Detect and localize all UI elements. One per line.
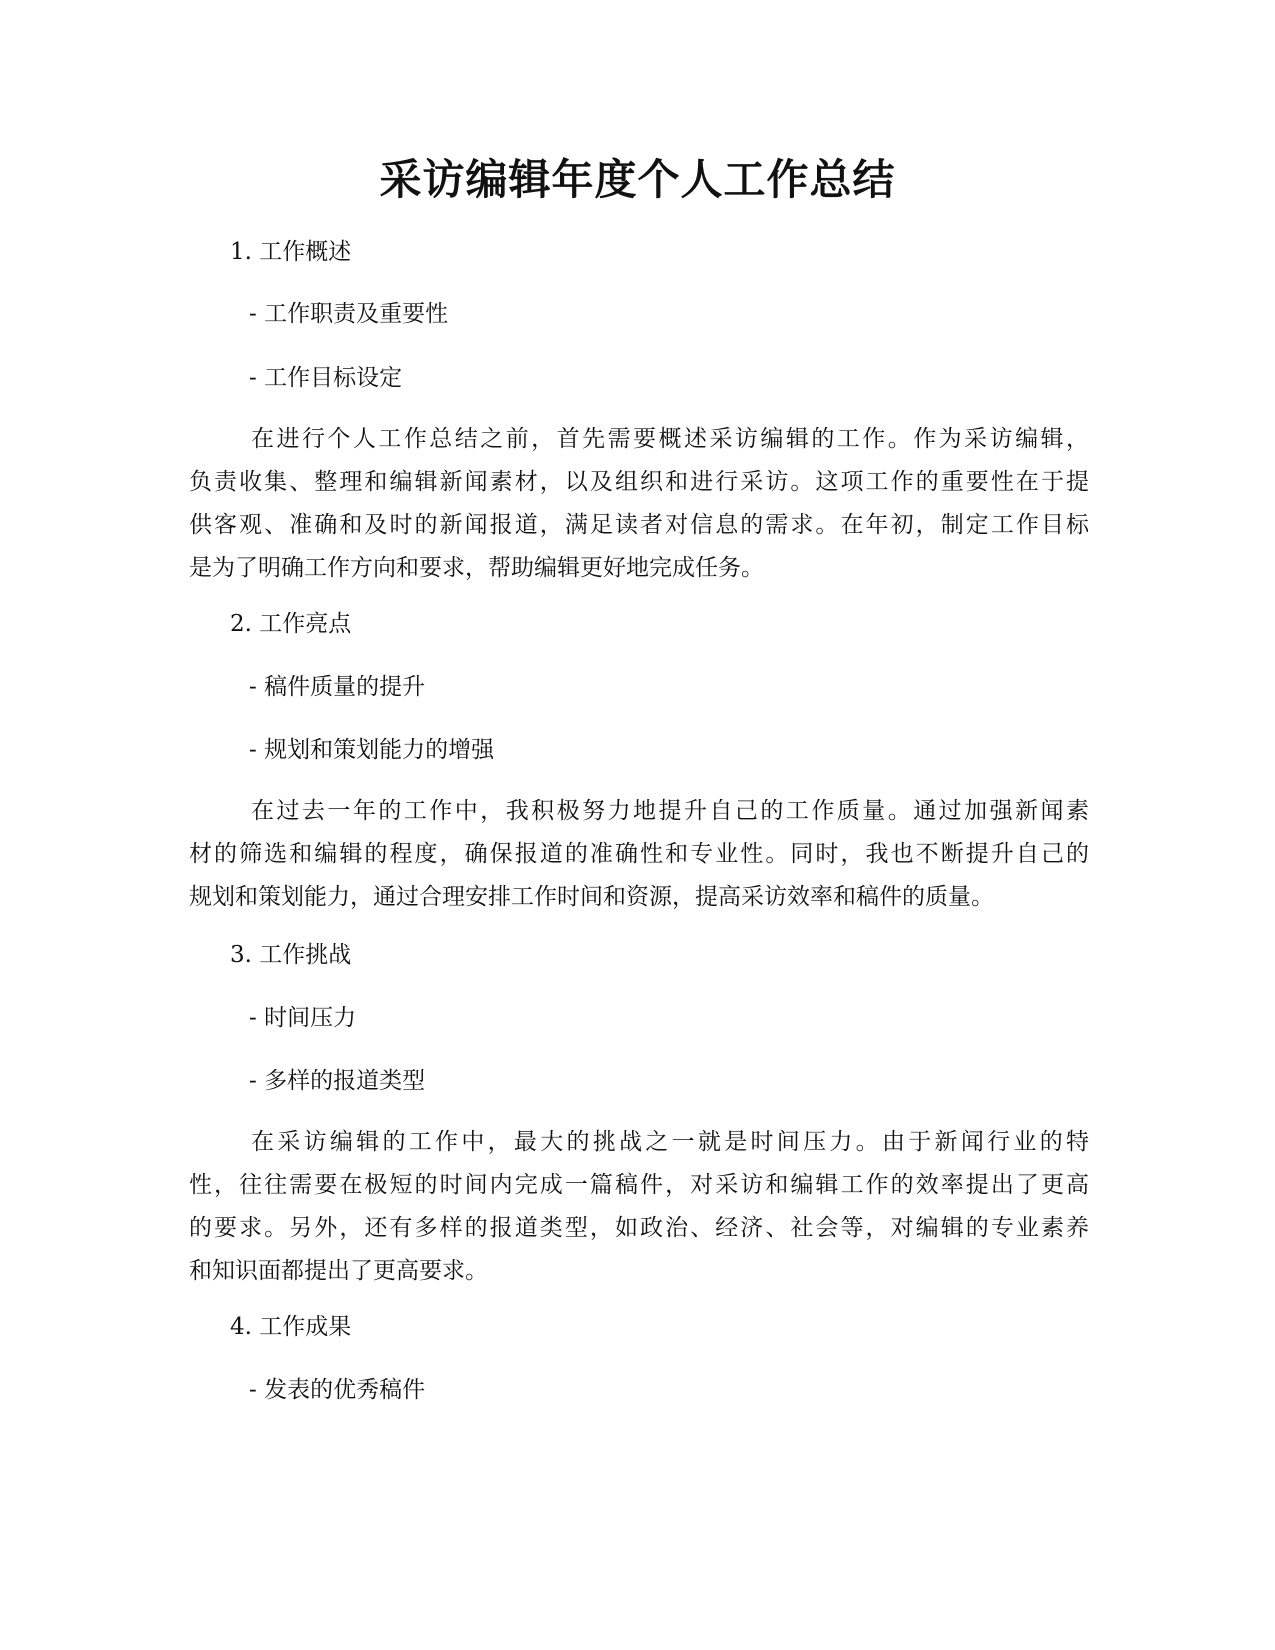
section-paragraph xyxy=(189,790,1089,919)
paragraph-line: 材的筛选和编辑的程度，确保报道的准确性和专业性。同时，我也不断提升自己的 xyxy=(189,841,1089,867)
paragraph-line: 在采访编辑的工作中，最大的挑战之一就是时间压力。由于新闻行业的特 xyxy=(251,1129,1089,1155)
section-item: - 稿件质量的提升 xyxy=(249,674,426,700)
paragraph-line: 在进行个人工作总结之前，首先需要概述采访编辑的工作。作为采访编辑， xyxy=(251,426,1089,452)
paragraph-line: 在过去一年的工作中，我积极努力地提升自己的工作质量。通过加强新闻素 xyxy=(251,798,1089,824)
section-item: - 时间压力 xyxy=(249,1005,357,1031)
section-item: - 多样的报道类型 xyxy=(249,1068,426,1094)
document-title: 采访编辑年度个人工作总结 xyxy=(379,155,896,204)
paragraph-line: 是为了明确工作方向和要求，帮助编辑更好地完成任务。 xyxy=(189,555,764,581)
section-heading: 4. 工作成果 xyxy=(230,1314,352,1340)
paragraph-line: 负责收集、整理和编辑新闻素材，以及组织和进行采访。这项工作的重要性在于提 xyxy=(189,469,1089,495)
paragraph-line: 的要求。另外，还有多样的报道类型，如政治、经济、社会等，对编辑的专业素养 xyxy=(189,1215,1089,1241)
paragraph-line: 供客观、准确和及时的新闻报道，满足读者对信息的需求。在年初，制定工作目标 xyxy=(189,512,1089,538)
paragraph-line: 性，往往需要在极短的时间内完成一篇稿件，对采访和编辑工作的效率提出了更高 xyxy=(189,1172,1089,1198)
section-heading: 1. 工作概述 xyxy=(230,239,352,265)
section-paragraph xyxy=(189,418,1089,590)
section-paragraph xyxy=(189,1121,1089,1293)
paragraph-line: 和知识面都提出了更高要求。 xyxy=(189,1258,488,1284)
section-item: - 工作目标设定 xyxy=(249,365,403,391)
section-heading: 2. 工作亮点 xyxy=(230,611,352,637)
section-heading: 3. 工作挑战 xyxy=(230,942,352,968)
section-item: - 规划和策划能力的增强 xyxy=(249,737,495,763)
section-item: - 发表的优秀稿件 xyxy=(249,1377,426,1403)
section-item: - 工作职责及重要性 xyxy=(249,301,449,327)
paragraph-line: 规划和策划能力，通过合理安排工作时间和资源，提高采访效率和稿件的质量。 xyxy=(189,884,994,910)
